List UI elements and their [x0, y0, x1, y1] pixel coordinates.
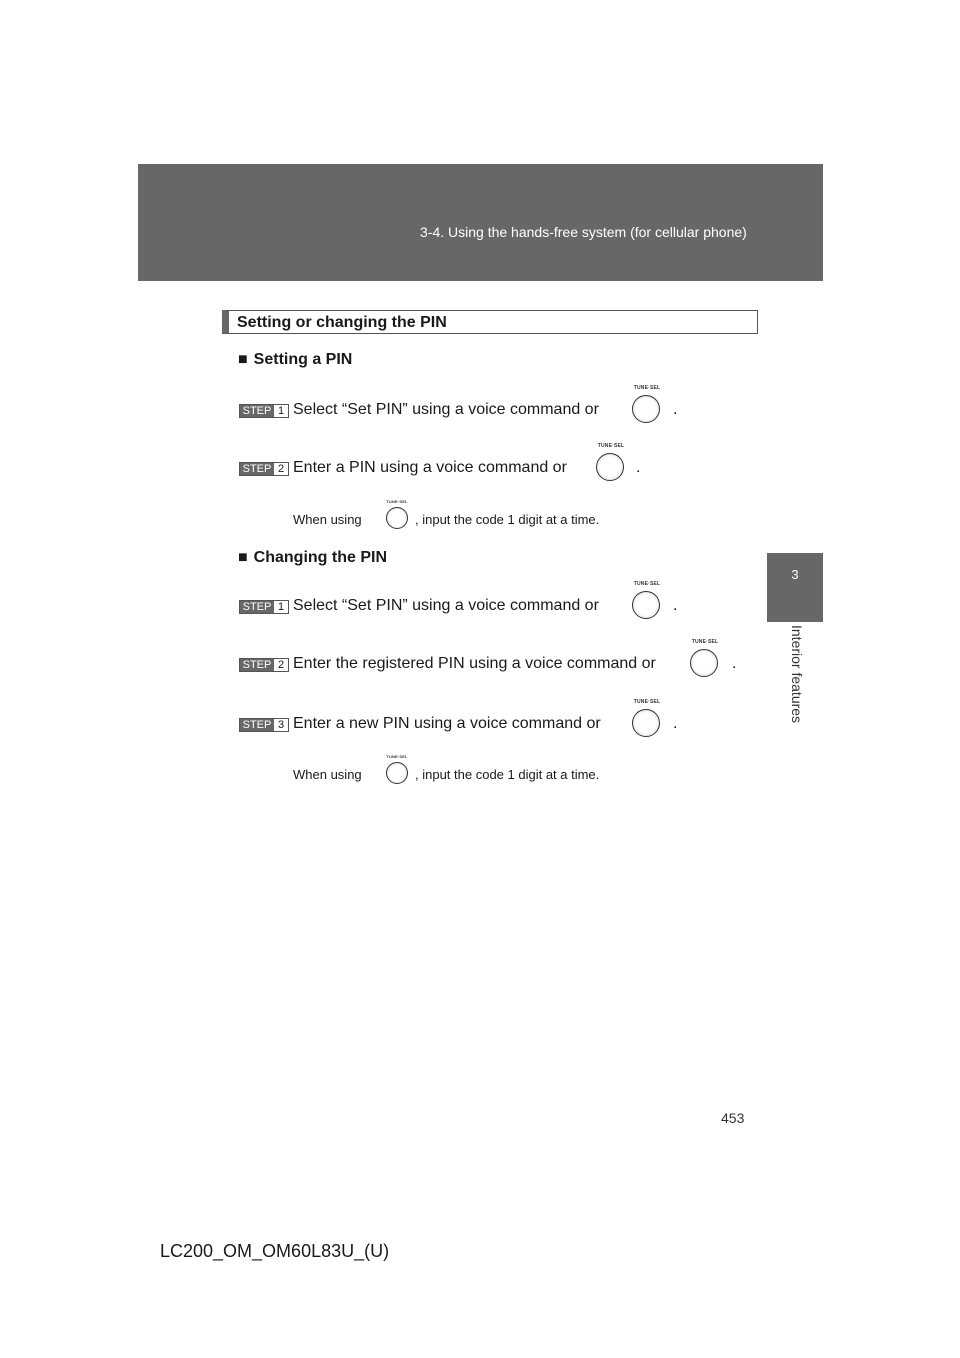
note-text-after: , input the code 1 digit at a time. [415, 767, 600, 782]
step-row [239, 639, 759, 683]
tune-sel-knob-icon [631, 699, 663, 743]
step-text: Select “Set PIN” using a voice command or [293, 401, 599, 418]
side-tab-label: Interior features [789, 625, 805, 724]
knob-dial-icon [690, 649, 718, 677]
section-title: Setting or changing the PIN [237, 314, 447, 331]
step-period: . [673, 597, 678, 614]
knob-dial-icon [386, 762, 408, 784]
chapter-title: 3-4. Using the hands-free system (for cellular phone) [420, 224, 747, 240]
footer-document-code: LC200_OM_OM60L83U_(U) [160, 1241, 390, 1261]
page-number: 453 [721, 1110, 745, 1126]
step-text: Enter the registered PIN using a voice command or [293, 655, 656, 672]
step-period: . [673, 715, 678, 732]
knob-caption: TUNE·SEL [691, 639, 719, 645]
tune-sel-knob-icon [631, 385, 663, 429]
step-badge-label: STEP [240, 659, 274, 671]
step-badge-number: 1 [274, 601, 288, 613]
knob-caption: TUNE·SEL [633, 581, 661, 587]
subheading-text: Setting a PIN [253, 351, 353, 368]
section-heading [222, 310, 758, 334]
step-text: Select “Set PIN” using a voice command or [293, 597, 599, 614]
square-bullet-icon: ■ [238, 549, 248, 566]
note [293, 499, 653, 533]
step-period: . [636, 459, 641, 476]
knob-dial-icon [632, 395, 660, 423]
knob-dial-icon [632, 709, 660, 737]
step-text: Enter a new PIN using a voice command or [293, 715, 601, 732]
tune-sel-knob-icon [385, 754, 409, 788]
step-period: . [673, 401, 678, 418]
step-badge [239, 718, 289, 732]
header-band [138, 164, 823, 281]
step-badge-label: STEP [240, 719, 274, 731]
tune-sel-knob-icon [595, 443, 627, 487]
tune-sel-knob-icon [689, 639, 721, 683]
step-badge-number: 2 [274, 659, 288, 671]
step-badge [239, 404, 289, 418]
knob-caption: TUNE·SEL [633, 699, 661, 705]
step-badge-number: 1 [274, 405, 288, 417]
knob-dial-icon [596, 453, 624, 481]
square-bullet-icon: ■ [238, 351, 248, 368]
step-badge-label: STEP [240, 463, 274, 475]
step-badge-label: STEP [240, 405, 274, 417]
subheading-setting-pin [238, 351, 352, 369]
step-badge [239, 658, 289, 672]
knob-caption: TUNE·SEL [386, 754, 408, 759]
step-badge-number: 2 [274, 463, 288, 475]
step-row [239, 385, 759, 429]
step-badge [239, 600, 289, 614]
knob-caption: TUNE·SEL [386, 499, 408, 504]
step-text: Enter a PIN using a voice command or [293, 459, 567, 476]
side-tab [767, 553, 823, 622]
step-row [239, 699, 759, 743]
note-text-before: When using [293, 767, 362, 782]
knob-dial-icon [386, 507, 408, 529]
knob-caption: TUNE·SEL [633, 385, 661, 391]
note-text-before: When using [293, 512, 362, 527]
tune-sel-knob-icon [385, 499, 409, 533]
tune-sel-knob-icon [631, 581, 663, 625]
step-badge-label: STEP [240, 601, 274, 613]
side-tab-number: 3 [791, 567, 799, 582]
step-row [239, 443, 759, 487]
step-row [239, 581, 759, 625]
step-period: . [732, 655, 737, 672]
step-badge-number: 3 [274, 719, 288, 731]
knob-caption: TUNE·SEL [597, 443, 625, 449]
subheading-text: Changing the PIN [253, 549, 387, 566]
subheading-changing-pin [238, 549, 387, 567]
step-badge [239, 462, 289, 476]
knob-dial-icon [632, 591, 660, 619]
note [293, 754, 653, 788]
note-text-after: , input the code 1 digit at a time. [415, 512, 600, 527]
